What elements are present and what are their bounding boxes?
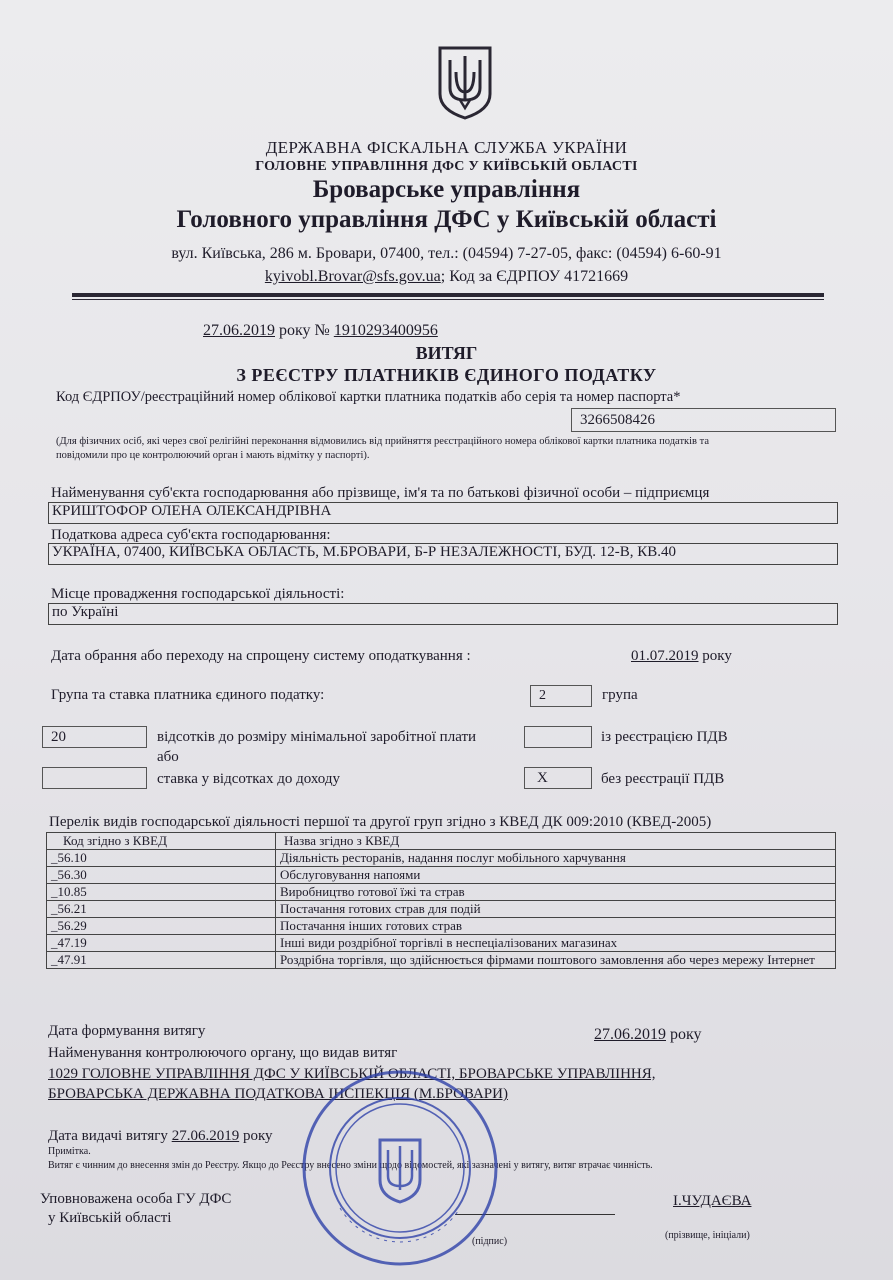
issue-date-value: 27.06.2019	[171, 1128, 240, 1144]
simplified-date-label: Дата обрання або переходу на спрощену систему оподаткування :	[51, 648, 471, 664]
rate-label: ставка у відсотках до доходу	[157, 771, 340, 787]
kved-code: _47.19	[47, 935, 276, 952]
kved-name: Виробництво готової їжі та страв	[276, 884, 836, 901]
service-name: ДЕРЖАВНА ФІСКАЛЬНА СЛУЖБА УКРАЇНИ	[265, 138, 628, 157]
kved-code: _47.91	[47, 952, 276, 969]
kved-code: _56.21	[47, 901, 276, 918]
tax-address-field: УКРАЇНА, 07400, КИЇВСЬКА ОБЛАСТЬ, М.БРОВАРИ, Б-Р НЕЗАЛЕЖНОСТІ, БУД. 12-В, КВ.40	[48, 543, 838, 565]
percent-label: відсотків до розміру мінімальної заробітної плати	[157, 729, 477, 745]
doc-title: ВИТЯГ	[415, 343, 478, 363]
business-place-field: по Україні	[48, 603, 838, 625]
note-text: Витяг є чинним до внесення змін до Реєстру. Якщо до Реєстру внесено зміни щодо відомостей, які зазначені у витягу, витяг втрачає чинність.	[48, 1160, 653, 1171]
table-row	[47, 867, 836, 884]
header-divider-thin	[72, 299, 824, 300]
no-vat-label: без реєстрації ПДВ	[601, 771, 725, 787]
kved-name: Діяльність ресторанів, надання послуг мобільного харчування	[276, 850, 836, 867]
doc-date-number	[203, 322, 438, 340]
doc-number: 1910293400956	[333, 322, 438, 339]
kved-name: Обслуговування напоями	[276, 867, 836, 884]
office-edrpou: ; Код за ЄДРПОУ 41721669	[440, 268, 629, 285]
table-row	[47, 884, 836, 901]
simplified-date-year: року	[702, 648, 732, 664]
office-email[interactable]: kyivobl.Brovar@sfs.gov.ua	[264, 268, 441, 285]
percent-field: 20	[42, 726, 147, 748]
doc-date: 27.06.2019	[203, 322, 275, 339]
code-field: 3266508426	[571, 408, 836, 432]
office-contacts	[0, 268, 893, 286]
signer-name: І.ЧУДАЄВА	[673, 1193, 752, 1209]
code-note-line1: (Для фізичних осіб, які через свої релігійні переконання відмовились від прийняття реєстраційного номера облікової картки платника податків та	[56, 436, 710, 447]
form-date-value: 27.06.2019	[594, 1026, 666, 1043]
authority-line1: 1029 ГОЛОВНЕ УПРАВЛІННЯ ДФС У КИЇВСЬКІЙ ОБЛАСТІ, БРОВАРСЬКЕ УПРАВЛІННЯ,	[48, 1066, 656, 1082]
kved-code: _10.85	[47, 884, 276, 901]
kved-name: Роздрібна торгівля, що здійснюється фірмами поштового замовлення або через мережу Інтернет	[276, 952, 836, 969]
office-name-line2: Головного управління ДФС у Київській області	[176, 206, 717, 233]
kved-code: _56.30	[47, 867, 276, 884]
office-name-line1: Броварське управління	[312, 176, 581, 203]
office-address: вул. Київська, 286 м. Бровари, 07400, тел.: (04594) 7-27-05, факс: (04594) 6-60-91	[171, 245, 722, 262]
kved-table	[46, 832, 836, 969]
note-title: Примітка.	[48, 1146, 91, 1157]
issue-date	[48, 1128, 273, 1145]
kved-code: _56.29	[47, 918, 276, 935]
group-word: група	[602, 687, 638, 703]
group-field: 2	[530, 685, 592, 707]
coat-of-arms-icon	[436, 44, 494, 122]
authority-line2: БРОВАРСЬКА ДЕРЖАВНА ПОДАТКОВА ІНСПЕКЦІЯ (М.БРОВАРИ)	[48, 1086, 508, 1102]
kved-title: Перелік видів господарської діяльності першої та другої груп згідно з КВЕД ДК 009:2010 (КВЕД-2005)	[49, 814, 712, 830]
table-row	[47, 901, 836, 918]
kved-name: Постачання готових страв для подій	[276, 901, 836, 918]
authority-label: Найменування контролюючого органу, що видав витяг	[48, 1045, 398, 1061]
kved-col-name: Назва згідно з КВЕД	[276, 833, 836, 850]
table-row	[47, 952, 836, 969]
business-place-label: Місце провадження господарської діяльності:	[51, 586, 345, 602]
no-vat-checkbox: X	[524, 767, 592, 789]
kved-header-row	[47, 833, 836, 850]
table-row	[47, 850, 836, 867]
subject-name-label: Найменування суб'єкта господарювання або прізвище, ім'я та по батькові фізичної особи – підприємця	[51, 485, 710, 501]
kved-name: Інші види роздрібної торгівлі в неспеціалізованих магазинах	[276, 935, 836, 952]
signer-caption: (прізвище, ініціали)	[665, 1230, 750, 1241]
doc-subtitle: З РЕЄСТРУ ПЛАТНИКІВ ЄДИНОГО ПОДАТКУ	[236, 365, 657, 385]
form-date-label: Дата формування витягу	[48, 1023, 206, 1039]
simplified-date-value: 01.07.2019	[631, 648, 699, 664]
table-row	[47, 918, 836, 935]
header-divider	[72, 293, 824, 297]
or-word: або	[157, 749, 179, 765]
official-title-line1: Уповноважена особа ГУ ДФС	[40, 1191, 232, 1207]
tax-address-label: Податкова адреса суб'єкта господарювання:	[51, 527, 331, 543]
form-date-year: року	[670, 1026, 702, 1043]
doc-year-word: року	[279, 322, 311, 339]
table-row	[47, 935, 836, 952]
code-label: Код ЄДРПОУ/реєстраційний номер облікової картки платника податків або серія та номер паспорта*	[56, 389, 681, 405]
kved-name: Постачання інших готових страв	[276, 918, 836, 935]
issue-date-year: року	[242, 1128, 273, 1144]
code-note-line2: повідомили про це контролюючий орган і мають відмітку у паспорті).	[56, 450, 370, 461]
signature-caption: (підпис)	[472, 1236, 508, 1247]
rate-field	[42, 767, 147, 789]
group-label: Група та ставка платника єдиного податку:	[51, 687, 325, 703]
doc-number-label: №	[314, 322, 330, 339]
vat-label: із реєстрацією ПДВ	[601, 729, 728, 745]
vat-checkbox	[524, 726, 592, 748]
kved-code: _56.10	[47, 850, 276, 867]
simplified-date	[631, 648, 732, 665]
official-title-line2: у Київській області	[48, 1210, 172, 1226]
issue-date-label: Дата видачі витягу	[48, 1128, 168, 1144]
kved-col-code: Код згідно з КВЕД	[47, 833, 276, 850]
form-date	[594, 1026, 702, 1044]
subject-name-field: КРИШТОФОР ОЛЕНА ОЛЕКСАНДРІВНА	[48, 502, 838, 524]
main-office-name: ГОЛОВНЕ УПРАВЛІННЯ ДФС У КИЇВСЬКІЙ ОБЛАСТІ	[255, 159, 638, 174]
official-stamp	[300, 1068, 500, 1268]
